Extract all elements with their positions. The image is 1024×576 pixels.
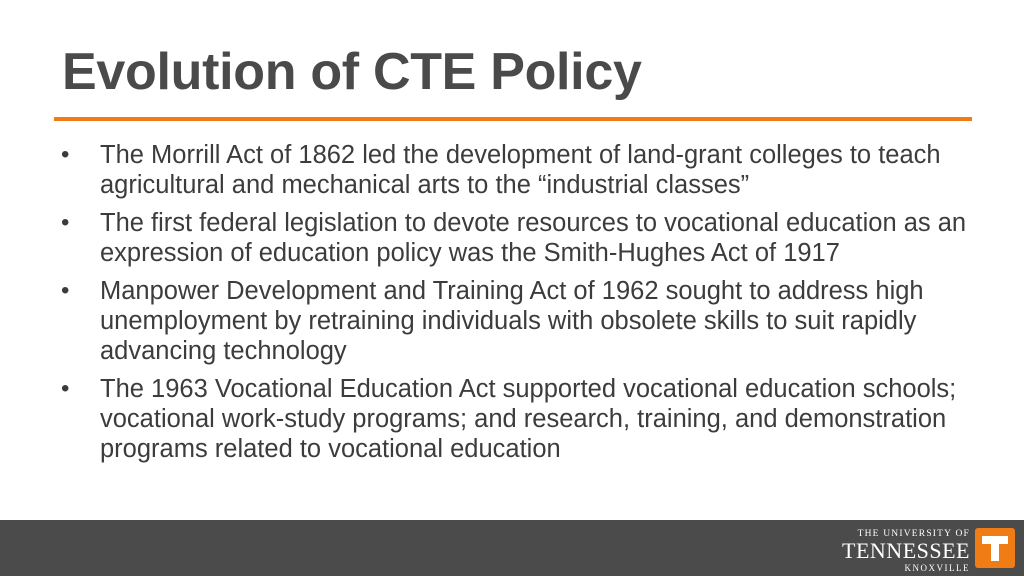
bullet-dot: • xyxy=(61,209,70,236)
bullet-list xyxy=(56,140,976,472)
bullet-dot: • xyxy=(61,141,70,168)
bullet-item xyxy=(56,208,976,268)
bullet-item xyxy=(56,276,976,366)
bullet-text: The Morrill Act of 1862 led the development of land-grant colleges to teach agricultural and mechanical arts to the “industrial classes” xyxy=(100,141,941,199)
title-divider xyxy=(54,117,972,121)
logo-line-top: THE UNIVERSITY OF xyxy=(857,529,970,539)
university-logo-text xyxy=(810,528,970,574)
logo-line-bottom: KNOXVILLE xyxy=(904,563,970,573)
bullet-text: The 1963 Vocational Education Act supported vocational education schools; vocational work-study programs; and research, training, and demonstration programs related to vocational education xyxy=(100,375,957,463)
bullet-dot: • xyxy=(61,277,70,304)
bullet-dot: • xyxy=(61,375,70,402)
logo-line-main: TENNESSEE xyxy=(842,538,970,563)
bullet-text: Manpower Development and Training Act of 1962 sought to address high unemployment by retraining individuals with obsolete skills to suit rapidly advancing technology xyxy=(100,277,924,365)
bullet-item xyxy=(56,374,976,464)
slide-title: Evolution of CTE Policy xyxy=(62,43,642,101)
bullet-item xyxy=(56,140,976,200)
bullet-text: The first federal legislation to devote resources to vocational education as an expression of education policy was the Smith-Hughes Act of 1917 xyxy=(100,209,967,267)
power-t-icon xyxy=(975,528,1015,568)
